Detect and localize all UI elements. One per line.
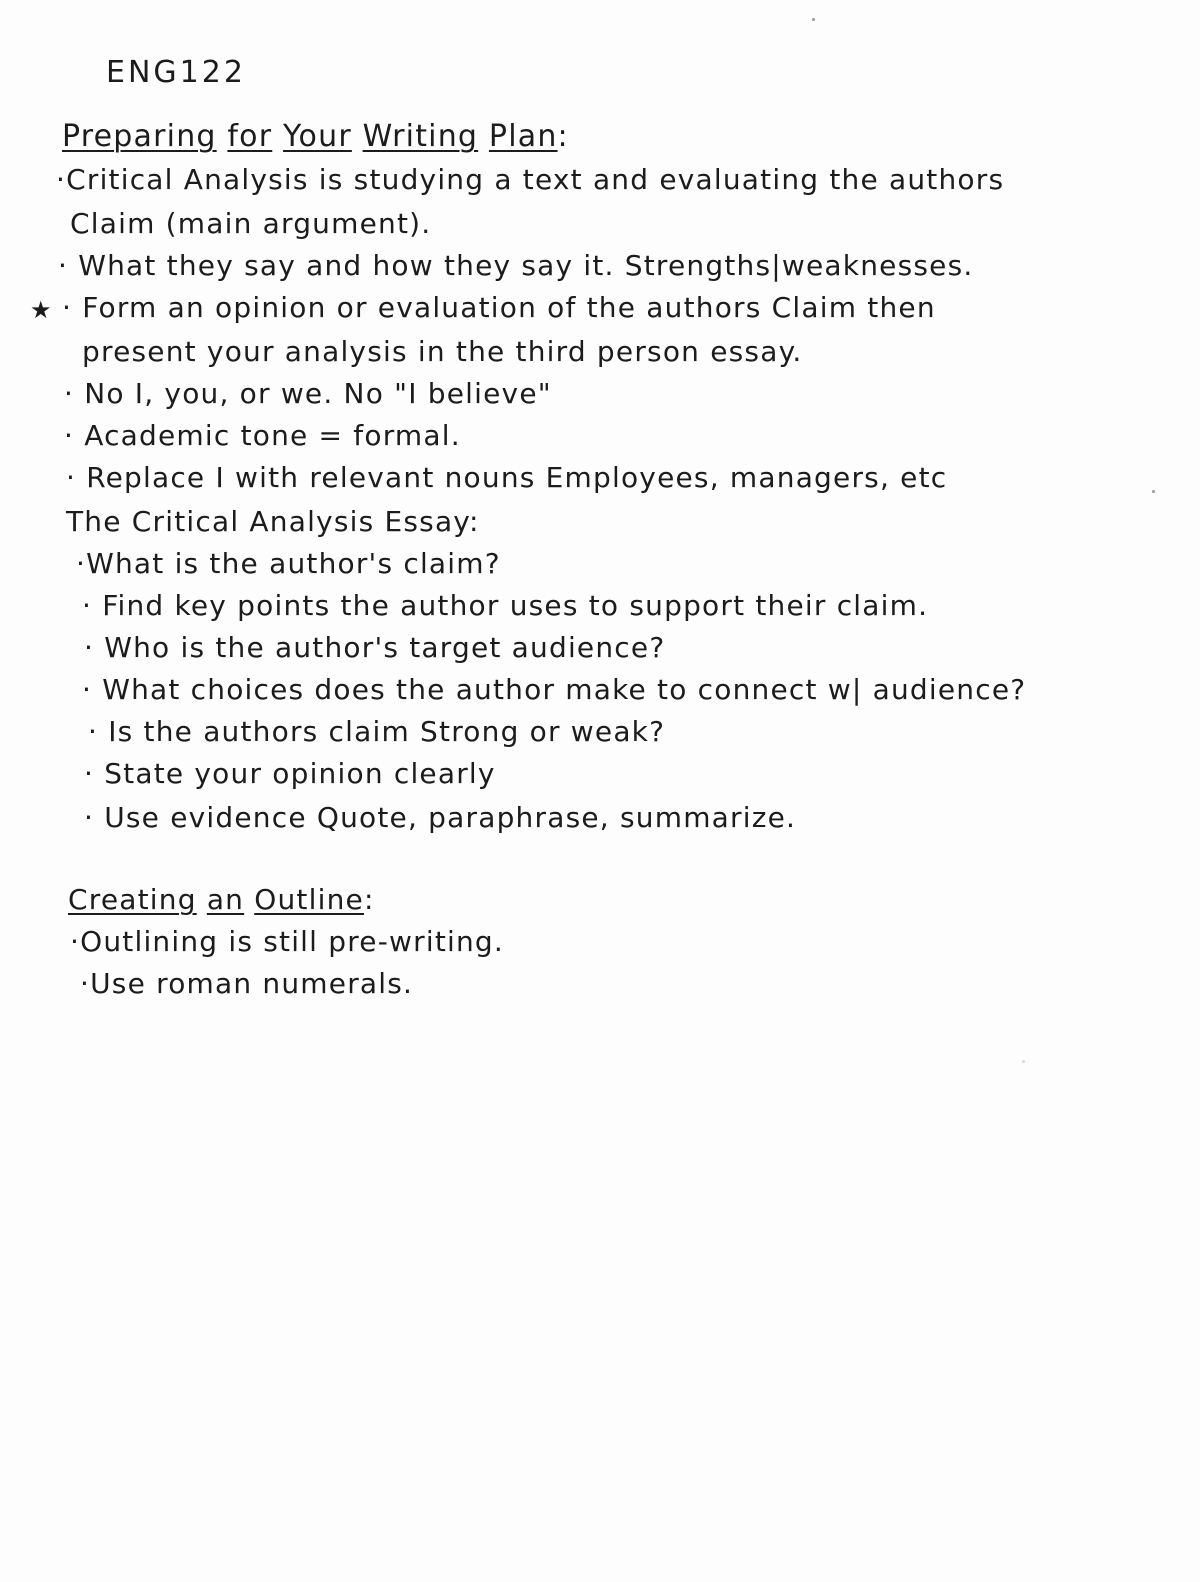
heading-word: Outline [254,883,364,916]
note-line: · Form an opinion or evaluation of the authors Claim then [62,291,936,324]
note-line: Claim (main argument). [70,207,432,240]
note-line: · Replace I with relevant nouns Employees, managers, etc [66,461,948,494]
note-line: · No I, you, or we. No "I believe" [64,377,552,410]
list-item: ·Outlining is still pre-writing. [70,925,505,958]
heading-word: Writing [362,119,479,154]
note-line: ·Critical Analysis is studying a text and evaluating the authors [56,163,1005,196]
list-item: · Find key points the author uses to support their claim. [82,589,929,622]
star-icon: ★ [30,296,52,324]
heading-word: Preparing [62,119,217,154]
list-item: · State your opinion clearly [84,757,496,790]
heading-colon: : [557,119,569,154]
course-code: ENG122 [106,55,246,90]
list-item: · What choices does the author make to connect w| audience? [82,673,1027,706]
heading-word: Plan [488,119,558,154]
heading-word: Creating [68,883,197,916]
list-item: ·What is the author's claim? [76,547,501,580]
note-line: present your analysis in the third person essay. [82,335,803,368]
heading-word: for [227,119,273,154]
list-item: · Use evidence Quote, paraphrase, summarize. [84,801,797,834]
note-line: · What they say and how they say it. Strengths|weaknesses. [58,249,974,282]
section3-heading [68,883,375,916]
heading-word: an [206,883,245,916]
list-item: · Who is the author's target audience? [84,631,666,664]
list-item: · Is the authors claim Strong or weak? [88,715,666,748]
section2-heading: The Critical Analysis Essay: [66,505,480,538]
section1-heading [62,119,569,154]
scan-speck [1022,1060,1025,1063]
note-line: · Academic tone = formal. [64,419,461,452]
scan-speck [1152,490,1155,493]
heading-word: Your [283,119,352,154]
heading-colon: : [363,883,375,916]
scan-speck [812,18,815,21]
list-item: ·Use roman numerals. [80,967,414,1000]
